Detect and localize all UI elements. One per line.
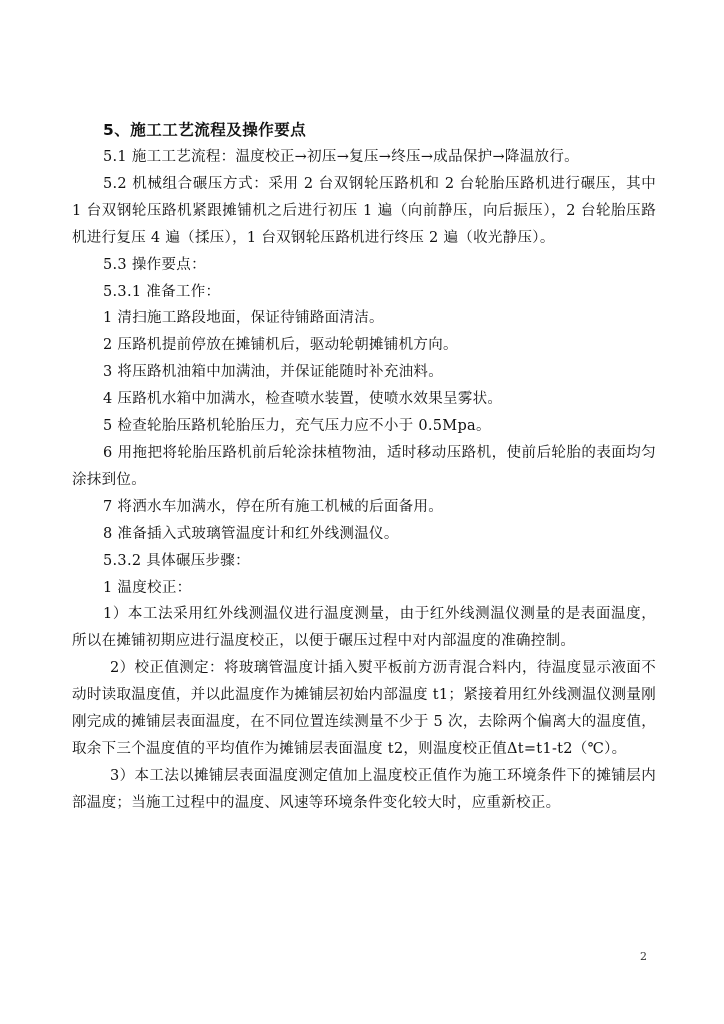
list-item: 8 准备插入式玻璃管温度计和红外线测温仪。 [103, 525, 399, 542]
paragraph-machine-combination: 5.2 机械组合碾压方式：采用 2 台双钢轮压路机和 2 台轮胎压路机进行碾压，其中 1 台双钢轮压路机紧跟摊铺机之后进行初压 1 遍（向前静压，向后振压），2 台轮胎压路机进行复压 4 遍（揉压），1 台双钢轮压路机进行终压 2 遍（收光静压）。 [72, 175, 656, 246]
paragraph-step-3: 3）本工法以摊铺层表面温度测定值加上温度校正值作为施工环境条件下的摊铺层内部温度；当施工过程中的温度、风速等环境条件变化较大时，应重新校正。 [72, 767, 656, 811]
paragraph-step-1: 1）本工法采用红外线测温仪进行温度测量，由于红外线测温仪测量的是表面温度，所以在摊铺初期应进行温度校正，以便于碾压过程中对内部温度的准确控制。 [72, 606, 656, 650]
paragraph-preparation: 5.3.1 准备工作： [103, 283, 221, 300]
document-body [72, 116, 656, 817]
section-heading: 5、施工工艺流程及操作要点 [103, 121, 307, 139]
list-item: 4 压路机水箱中加满水，检查喷水装置，使喷水效果呈雾状。 [103, 391, 503, 408]
page-number: 2 [640, 950, 647, 963]
list-item: 6 用拖把将轮胎压路机前后轮涂抹植物油，适时移动压路机，使前后轮胎的表面均匀涂抹到位。 [72, 444, 656, 488]
list-item: 2 压路机提前停放在摊铺机后，驱动轮朝摊铺机方向。 [103, 337, 458, 354]
list-item: 7 将洒水车加满水，停在所有施工机械的后面备用。 [103, 498, 444, 515]
paragraph-step-2: 2）校正值测定：将玻璃管温度计插入熨平板前方沥青混合料内，待温度显示液面不动时读取温度值，并以此温度作为摊铺层初始内部温度 t1；紧接着用红外线测温仪测量刚刚完成的摊铺层表面温度，在不同位置连续测量不少于 5 次，去除两个偏离大的温度值，取余下三个温度值的平均值作为摊铺层表面温度 t2，则温度校正值Δt=t1-t2（℃）。 [72, 660, 656, 757]
paragraph-process-flow: 5.1 施工工艺流程：温度校正→初压→复压→终压→成品保护→降温放行。 [103, 149, 579, 165]
paragraph-temperature-correction: 1 温度校正： [103, 579, 192, 596]
paragraph-operation-points: 5.3 操作要点： [103, 256, 206, 273]
list-item: 5 检查轮胎压路机轮胎压力，充气压力应不小于 0.5Mpa。 [103, 418, 491, 435]
list-item: 1 清扫施工路段地面，保证待铺路面清洁。 [103, 310, 384, 327]
paragraph-rolling-steps: 5.3.2 具体碾压步骤： [103, 552, 250, 569]
list-item: 3 将压路机油箱中加满油，并保证能随时补充油料。 [103, 364, 444, 381]
